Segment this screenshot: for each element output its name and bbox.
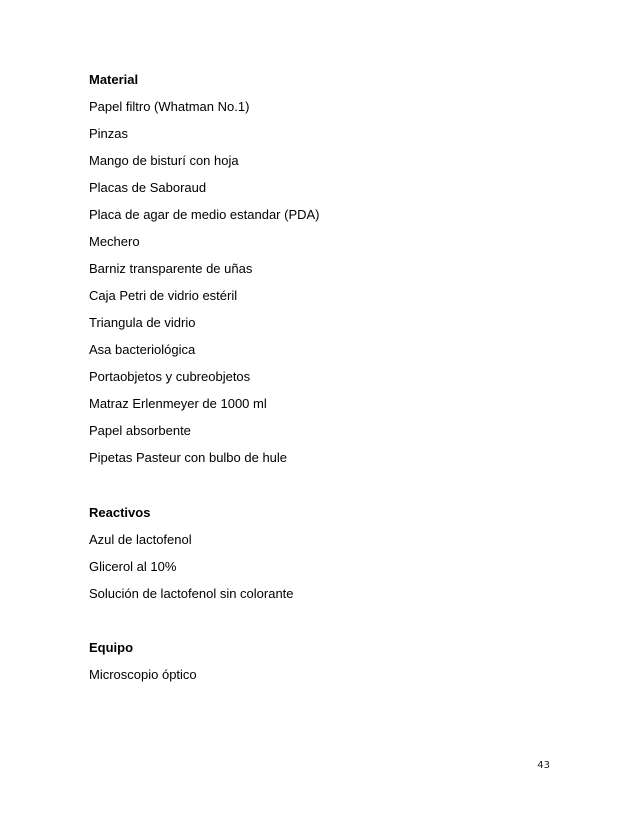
reactivos-item: Glicerol al 10% — [89, 559, 177, 574]
material-item: Barniz transparente de uñas — [89, 261, 253, 276]
equipo-item: Microscopio óptico — [89, 667, 197, 682]
material-item: Mechero — [89, 234, 140, 249]
material-item: Asa bacteriológica — [89, 342, 196, 357]
reactivos-heading: Reactivos — [89, 505, 151, 520]
equipo-heading: Equipo — [89, 640, 134, 655]
material-item: Papel filtro (Whatman No.1) — [89, 99, 250, 114]
material-item: Portaobjetos y cubreobjetos — [89, 369, 251, 384]
material-item: Mango de bisturí con hoja — [89, 153, 239, 168]
material-item: Papel absorbente — [89, 423, 191, 438]
equipo-section — [89, 634, 197, 688]
material-item: Pipetas Pasteur con bulbo de hule — [89, 450, 288, 465]
material-item: Pinzas — [89, 126, 129, 141]
material-section — [89, 66, 320, 471]
material-item: Matraz Erlenmeyer de 1000 ml — [89, 396, 267, 411]
page-number: 43 — [537, 760, 550, 771]
material-item: Caja Petri de vidrio estéril — [89, 288, 238, 303]
material-item: Placas de Saboraud — [89, 180, 207, 195]
reactivos-item: Azul de lactofenol — [89, 532, 192, 547]
material-heading: Material — [89, 72, 139, 87]
reactivos-item: Solución de lactofenol sin colorante — [89, 586, 294, 601]
material-item: Placa de agar de medio estandar (PDA) — [89, 207, 320, 222]
reactivos-section — [89, 499, 294, 607]
material-item: Triangula de vidrio — [89, 315, 196, 330]
